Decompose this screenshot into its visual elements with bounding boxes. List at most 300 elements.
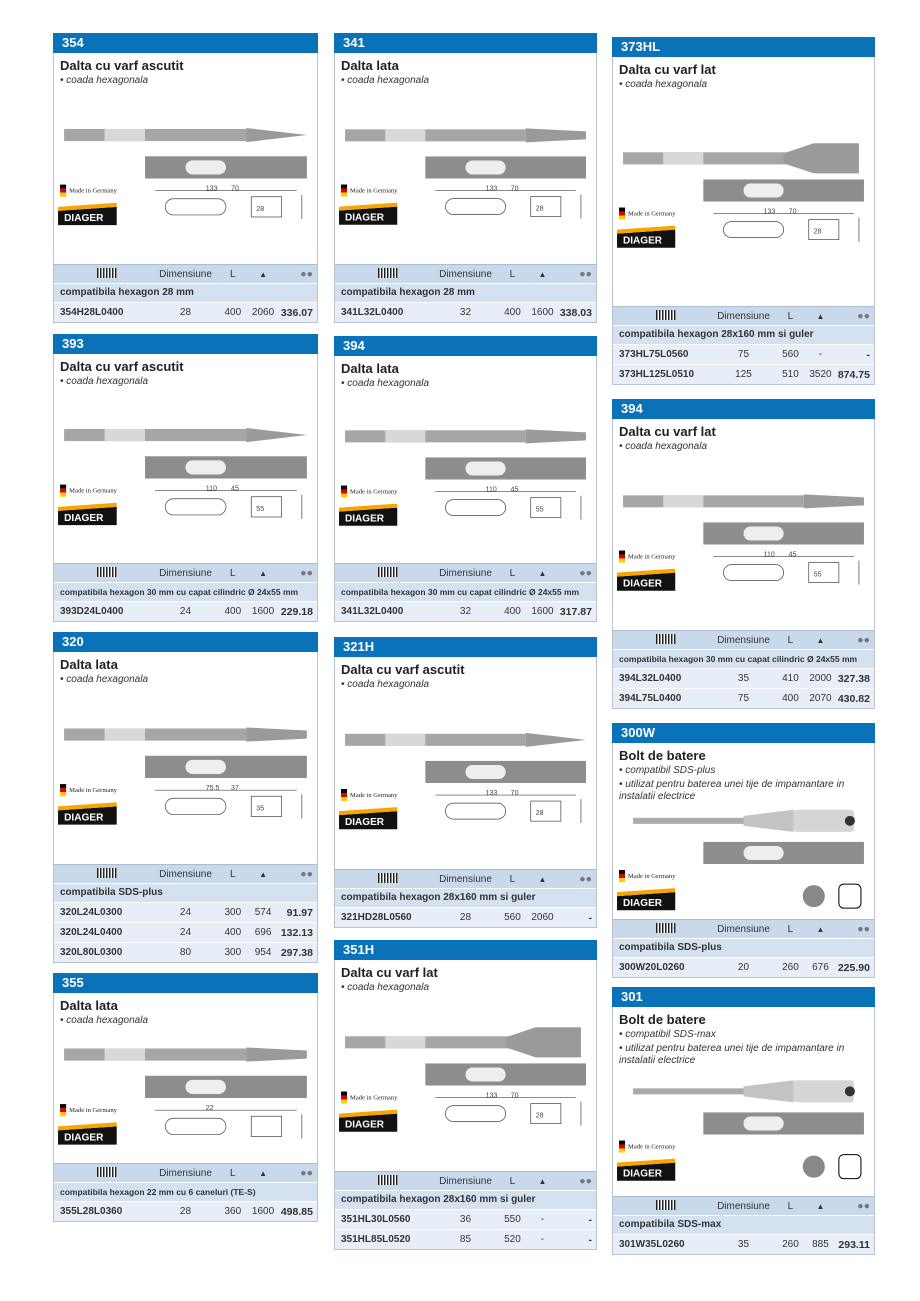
product-code-header: 301 <box>612 987 875 1007</box>
header-dimension: Dimensiune <box>159 868 212 880</box>
product-images <box>335 691 596 869</box>
product-images <box>613 453 874 630</box>
table-row[interactable] <box>54 942 317 962</box>
table-row[interactable] <box>613 668 874 688</box>
dimension-label: 133 <box>205 184 218 193</box>
length: 400 <box>224 927 242 938</box>
made-in-germany-icon <box>619 551 676 563</box>
shank-detail-image <box>425 1063 586 1085</box>
barcode-icon <box>613 923 712 936</box>
product-title: Dalta lata <box>341 58 399 73</box>
weight: - <box>818 349 823 360</box>
weight: 3520 <box>809 369 832 380</box>
dimension-label: 70 <box>510 185 519 193</box>
spec-table <box>335 563 596 621</box>
shank-detail-image <box>425 457 586 479</box>
product-code-header: 341 <box>334 33 597 53</box>
chisel-image <box>345 733 586 747</box>
product-card <box>334 940 597 1250</box>
price: 317.87 <box>559 605 592 618</box>
header-length: L <box>230 1167 236 1179</box>
svg-text:DIAGER: DIAGER <box>623 578 662 590</box>
spec-table <box>54 264 317 322</box>
compatibility-row: compatibila hexagon 28x160 mm si guler <box>335 888 596 907</box>
product-card <box>334 33 597 323</box>
barcode-icon <box>54 1167 154 1180</box>
made-in-germany-icon <box>341 185 398 197</box>
dimension-label: 35 <box>256 804 265 813</box>
diager-logo <box>58 802 117 824</box>
weight-icon: ▲ <box>259 1168 268 1178</box>
dimension-drawing <box>713 557 859 585</box>
length: 410 <box>782 673 799 684</box>
product-card <box>53 973 318 1222</box>
price: 874.75 <box>837 368 870 381</box>
price-coins-icon: ●● <box>300 868 313 880</box>
dimension-drawing <box>155 790 302 818</box>
made-in-germany-icon <box>60 784 118 796</box>
spec-table <box>613 630 874 708</box>
compatibility-row: compatibila SDS-plus <box>54 883 317 902</box>
table-row[interactable] <box>335 601 596 621</box>
weight-icon: ▲ <box>538 874 547 884</box>
chisel-image <box>64 128 307 142</box>
product-images <box>613 803 874 919</box>
svg-text:Made in Germany: Made in Germany <box>69 187 117 195</box>
header-dimension: Dimensiune <box>439 268 492 280</box>
feature-bullet: • coada hexagonala <box>60 75 149 86</box>
price: - <box>866 348 870 361</box>
dimension-drawing <box>155 491 302 519</box>
header-length: L <box>787 634 794 646</box>
barcode-icon <box>613 1200 712 1213</box>
svg-text:DIAGER: DIAGER <box>345 1119 384 1131</box>
product-code-header: 300W <box>612 723 875 743</box>
weight: 885 <box>812 1239 829 1250</box>
dimension: 80 <box>179 947 192 958</box>
length: 510 <box>782 369 799 380</box>
svg-text:Made in Germany: Made in Germany <box>350 792 398 800</box>
price: 91.97 <box>286 906 313 919</box>
feature-bullet: • coada hexagonala <box>341 378 430 389</box>
product-card <box>612 37 875 385</box>
length: 400 <box>782 693 799 704</box>
barcode-icon <box>54 567 154 580</box>
table-row[interactable] <box>335 907 596 927</box>
dimension-label: 133 <box>485 185 498 193</box>
dimension: 24 <box>179 606 192 617</box>
compatibility-row: compatibila hexagon 28 mm <box>335 283 596 302</box>
svg-text:Made in Germany: Made in Germany <box>350 187 398 195</box>
price-coins-icon: ●● <box>300 1167 313 1179</box>
dimension-label: 28 <box>535 810 544 818</box>
barcode-icon <box>613 634 712 647</box>
chisel-image <box>623 494 864 508</box>
product-title: Dalta lata <box>60 657 118 672</box>
svg-text:Made in Germany: Made in Germany <box>628 873 676 881</box>
feature-bullet: • utilizat pentru baterea unei tije de impamantare in instalatii electrice <box>619 779 845 802</box>
weight-icon: ▲ <box>259 869 268 879</box>
compatibility-row: compatibila SDS-max <box>613 1215 874 1234</box>
header-length: L <box>230 567 236 579</box>
weight: 574 <box>254 907 272 918</box>
compatibility-row: compatibila hexagon 28x160 mm si guler <box>613 325 874 344</box>
product-card <box>334 336 597 622</box>
barcode-icon <box>335 567 434 580</box>
sds-badge-icon <box>803 884 861 908</box>
product-code-header: 320 <box>53 632 318 652</box>
made-in-germany-icon <box>619 870 676 882</box>
svg-text:DIAGER: DIAGER <box>64 513 104 525</box>
product-images <box>54 686 317 864</box>
svg-text:DIAGER: DIAGER <box>64 812 104 824</box>
barcode-icon <box>54 868 154 881</box>
made-in-germany-icon <box>60 485 118 497</box>
table-row[interactable] <box>613 344 874 364</box>
svg-text:DIAGER: DIAGER <box>345 212 384 224</box>
table-row[interactable] <box>54 1201 317 1221</box>
price-coins-icon: ●● <box>300 567 313 579</box>
product-code-header: 321H <box>334 637 597 657</box>
feature-bullet: • compatibil SDS-plus <box>619 765 716 776</box>
sds-badge-icon <box>803 1155 861 1179</box>
made-in-germany-icon <box>619 1141 676 1153</box>
header-length: L <box>509 268 516 280</box>
spec-table <box>54 1163 317 1221</box>
dimension-label: 70 <box>510 1092 519 1100</box>
svg-text:Made in Germany: Made in Germany <box>350 1094 398 1102</box>
price: 229.18 <box>280 605 313 618</box>
product-images <box>613 1067 874 1196</box>
table-row[interactable] <box>613 364 874 384</box>
weight-icon: ▲ <box>816 924 825 934</box>
price: 327.38 <box>837 672 870 685</box>
length: 260 <box>782 962 799 973</box>
price-coins-icon: ●● <box>300 268 313 280</box>
product-card <box>53 33 318 323</box>
dimension-label: 45 <box>231 484 239 493</box>
article-code: 351HL85L0520 <box>341 1234 411 1245</box>
dimension-label: 22 <box>205 1104 214 1113</box>
svg-text:Made in Germany: Made in Germany <box>69 487 117 495</box>
table-row[interactable] <box>335 1209 596 1229</box>
spec-table-header <box>335 1171 596 1190</box>
dimension: 28 <box>459 912 472 923</box>
price: 132.13 <box>280 926 313 939</box>
dimension: 85 <box>459 1234 472 1245</box>
weight: 676 <box>812 962 829 973</box>
dimension: 75 <box>737 693 750 704</box>
weight-icon: ▲ <box>538 568 547 578</box>
article-code: 373HL125L0510 <box>619 369 695 380</box>
table-row[interactable] <box>54 902 317 922</box>
length: 300 <box>224 907 242 918</box>
price: 225.90 <box>837 961 870 974</box>
weight-icon: ▲ <box>259 568 268 578</box>
dimension: 32 <box>459 606 472 617</box>
product-code-header: 393 <box>53 334 318 354</box>
dimension-drawing <box>435 492 581 520</box>
weight-icon: ▲ <box>816 1201 825 1211</box>
diager-logo <box>339 1110 397 1132</box>
price: 430.82 <box>837 692 870 705</box>
svg-text:Made in Germany: Made in Germany <box>628 553 676 561</box>
diager-logo <box>617 569 675 591</box>
price-coins-icon: ●● <box>579 567 592 579</box>
article-code: 320L24L0400 <box>60 927 123 938</box>
spec-table <box>335 869 596 927</box>
dimension-drawing <box>713 214 859 242</box>
bolt-image <box>633 810 855 832</box>
spec-table <box>54 864 317 962</box>
price-coins-icon: ●● <box>579 1175 592 1187</box>
product-images <box>335 390 596 563</box>
barcode-icon <box>335 873 434 886</box>
dimension: 24 <box>179 927 192 938</box>
diager-logo <box>58 203 117 225</box>
product-title: Dalta cu varf lat <box>619 62 716 77</box>
made-in-germany-icon <box>619 208 676 220</box>
product-images <box>54 87 317 264</box>
svg-text:Made in Germany: Made in Germany <box>628 210 676 218</box>
spec-table <box>54 563 317 621</box>
length: 260 <box>782 1239 799 1250</box>
table-row[interactable] <box>54 922 317 942</box>
dimension: 24 <box>179 907 192 918</box>
dimension-label: 133 <box>485 1092 498 1100</box>
barcode-icon <box>613 310 712 323</box>
article-code: 394L32L0400 <box>619 673 682 684</box>
header-dimension: Dimensiune <box>159 1167 212 1179</box>
length: 360 <box>224 1206 242 1217</box>
dimension-label: 45 <box>510 486 519 494</box>
compatibility-row: compatibila hexagon 28x160 mm si guler <box>335 1190 596 1209</box>
bolt-image <box>633 1080 855 1102</box>
price-coins-icon: ●● <box>857 923 870 935</box>
dimension: 32 <box>459 307 472 318</box>
price: - <box>588 1213 592 1226</box>
diager-logo <box>58 503 117 525</box>
feature-bullet: • coada hexagonala <box>60 376 149 387</box>
svg-text:DIAGER: DIAGER <box>64 213 104 225</box>
dimension-label: 28 <box>256 204 265 213</box>
article-code: 301W35L0260 <box>619 1239 685 1250</box>
dimension-label: 70 <box>788 208 797 216</box>
feature-bullet: • compatibil SDS-max <box>619 1029 716 1040</box>
weight-icon: ▲ <box>259 269 268 279</box>
article-code: 321HD28L0560 <box>341 912 412 923</box>
table-row[interactable] <box>613 1234 874 1254</box>
dimension-label: 110 <box>205 484 218 493</box>
product-title: Dalta cu varf lat <box>341 965 438 980</box>
header-length: L <box>787 923 794 935</box>
product-code-header: 355 <box>53 973 318 993</box>
article-code: 373HL75L0560 <box>619 349 689 360</box>
weight-icon: ▲ <box>538 1176 547 1186</box>
header-length: L <box>787 1200 794 1212</box>
table-row[interactable] <box>335 302 596 322</box>
chisel-image <box>345 429 586 443</box>
table-row[interactable] <box>54 302 317 322</box>
article-code: 341L32L0400 <box>341 307 404 318</box>
compatibility-row: compatibila hexagon 30 mm cu capat cilindric Ø 24x55 mm <box>54 582 317 601</box>
spec-table-header <box>613 306 874 325</box>
spec-table-header <box>335 869 596 888</box>
svg-text:Made in Germany: Made in Germany <box>69 1107 117 1115</box>
length: 400 <box>504 606 521 617</box>
spec-table <box>613 919 874 977</box>
product-card <box>612 399 875 709</box>
feature-bullet: • coada hexagonala <box>341 679 430 690</box>
feature-bullet: • coada hexagonala <box>341 75 430 86</box>
product-title: Dalta cu varf ascutit <box>60 359 184 374</box>
dimension: 35 <box>737 673 750 684</box>
dimension-label: 28 <box>535 1112 544 1120</box>
dimension: 28 <box>179 1206 192 1217</box>
header-length: L <box>509 1175 516 1187</box>
header-dimension: Dimensiune <box>439 873 492 885</box>
product-card <box>334 637 597 928</box>
dimension: 75 <box>737 349 750 360</box>
dimension-drawing <box>435 191 581 219</box>
spec-table <box>335 1171 596 1249</box>
product-title: Dalta lata <box>341 361 399 376</box>
compatibility-row: compatibila hexagon 30 mm cu capat cilindric Ø 24x55 mm <box>613 649 874 668</box>
dimension-label: 75.5 <box>205 784 220 793</box>
barcode-icon <box>335 268 434 281</box>
weight: 2070 <box>809 693 832 704</box>
product-images <box>335 87 596 264</box>
length: 300 <box>224 947 242 958</box>
price-coins-icon: ●● <box>579 873 592 885</box>
svg-text:DIAGER: DIAGER <box>623 898 662 910</box>
weight: 696 <box>254 927 272 938</box>
weight: 954 <box>254 947 272 958</box>
chisel-image <box>64 428 307 442</box>
product-card <box>612 987 875 1255</box>
header-length: L <box>509 873 516 885</box>
diager-logo <box>617 888 675 910</box>
table-row[interactable] <box>613 688 874 708</box>
weight: 2000 <box>809 673 832 684</box>
dimension-label: 110 <box>763 551 775 559</box>
dimension-label: 133 <box>485 790 498 798</box>
dimension-label: 55 <box>535 506 544 514</box>
product-title: Dalta cu varf lat <box>619 424 716 439</box>
svg-text:Made in Germany: Made in Germany <box>628 1143 676 1151</box>
dimension-drawing <box>435 1098 581 1126</box>
header-dimension: Dimensiune <box>439 1175 492 1187</box>
made-in-germany-icon <box>341 486 398 498</box>
header-length: L <box>230 268 236 280</box>
product-code-header: 354 <box>53 33 318 53</box>
svg-text:DIAGER: DIAGER <box>345 513 384 525</box>
weight-icon: ▲ <box>816 635 825 645</box>
table-row[interactable] <box>335 1229 596 1249</box>
length: 560 <box>504 912 521 923</box>
barcode-icon <box>335 1175 434 1188</box>
dimension-label: 70 <box>510 790 519 798</box>
price: 338.03 <box>559 306 592 319</box>
product-card <box>53 632 318 963</box>
spec-table-header <box>613 630 874 649</box>
made-in-germany-icon <box>60 185 118 197</box>
compatibility-row: compatibila SDS-plus <box>613 938 874 957</box>
shank-detail-image <box>425 156 586 178</box>
dimension: 28 <box>179 307 192 318</box>
made-in-germany-icon <box>60 1104 118 1116</box>
dimension-drawing <box>155 1110 302 1138</box>
product-title: Dalta cu varf ascutit <box>341 662 465 677</box>
weight: 1600 <box>531 606 554 617</box>
dimension: 35 <box>737 1239 750 1250</box>
weight-icon: ▲ <box>816 311 825 321</box>
made-in-germany-icon <box>341 789 398 801</box>
svg-text:DIAGER: DIAGER <box>623 1168 662 1180</box>
price: 498.85 <box>280 1205 313 1218</box>
weight: 1600 <box>251 606 275 617</box>
length: 400 <box>224 307 242 318</box>
spec-table <box>335 264 596 322</box>
spec-table-header <box>613 1196 874 1215</box>
price-coins-icon: ●● <box>857 310 870 322</box>
chisel-image <box>345 128 586 142</box>
table-row[interactable] <box>613 957 874 977</box>
length: 400 <box>224 606 242 617</box>
compatibility-row: compatibila hexagon 28 mm <box>54 283 317 302</box>
dimension: 125 <box>735 369 752 380</box>
diager-logo <box>339 807 397 829</box>
chisel-image <box>64 727 307 741</box>
product-code-header: 394 <box>612 399 875 419</box>
shank-detail-image <box>425 761 586 783</box>
svg-text:DIAGER: DIAGER <box>345 817 384 829</box>
compatibility-row: compatibila hexagon 22 mm cu 6 caneluri (TE-S) <box>54 1182 317 1201</box>
price: - <box>588 911 592 924</box>
feature-bullet: • coada hexagonala <box>619 441 708 452</box>
chisel-image <box>345 1027 581 1057</box>
price: 297.38 <box>280 946 313 959</box>
spec-table-header <box>54 1163 317 1182</box>
dimension-drawing <box>435 795 581 823</box>
header-length: L <box>230 868 236 880</box>
table-row[interactable] <box>54 601 317 621</box>
product-images <box>54 1027 317 1163</box>
feature-bullet: • coada hexagonala <box>60 1015 149 1026</box>
header-dimension: Dimensiune <box>439 567 492 579</box>
dimension-drawing <box>155 191 302 219</box>
dimension-label: 55 <box>813 571 822 579</box>
header-dimension: Dimensiune <box>717 1200 770 1212</box>
product-title: Bolt de batere <box>619 1012 706 1027</box>
header-length: L <box>787 310 794 322</box>
product-code-header: 373HL <box>612 37 875 57</box>
spec-table-header <box>54 563 317 582</box>
weight: 2060 <box>531 912 554 923</box>
spec-table-header <box>335 264 596 283</box>
header-dimension: Dimensiune <box>717 310 770 322</box>
article-code: 300W20L0260 <box>619 962 685 973</box>
dimension-label: 133 <box>763 208 776 216</box>
feature-bullet: • utilizat pentru baterea unei tije de impamantare in instalatii electrice <box>619 1043 845 1066</box>
article-code: 394L75L0400 <box>619 693 682 704</box>
spec-table-header <box>335 563 596 582</box>
svg-text:Made in Germany: Made in Germany <box>350 488 398 496</box>
dimension-label: 45 <box>788 551 797 559</box>
weight: 2060 <box>251 307 275 318</box>
header-dimension: Dimensiune <box>159 567 212 579</box>
product-code-header: 394 <box>334 336 597 356</box>
